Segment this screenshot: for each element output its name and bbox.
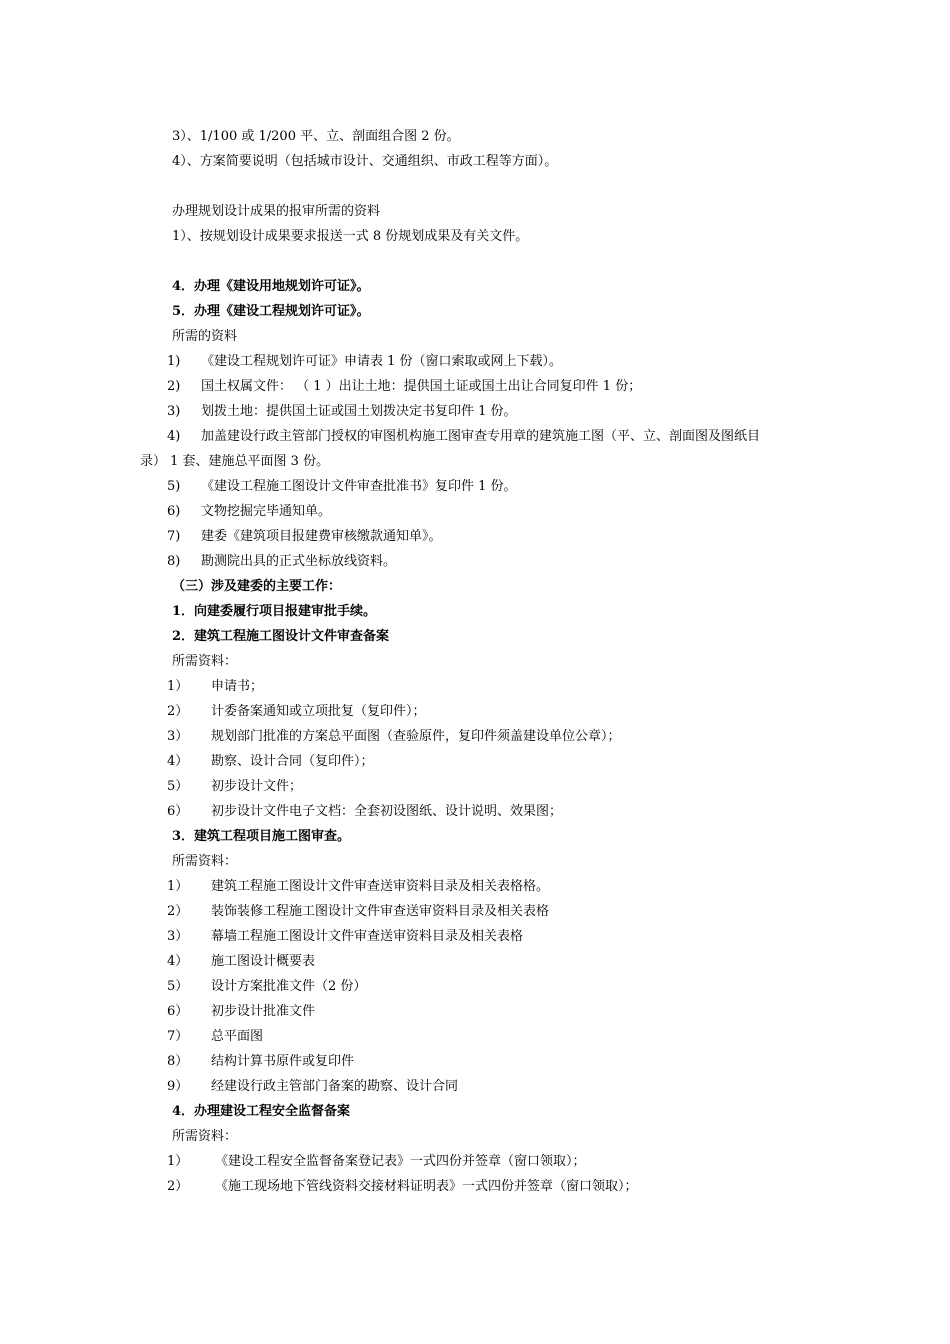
list-item-continuation: 录） 1 套、建施总平面图 3 份。 xyxy=(140,454,330,469)
list-item-number: 1) xyxy=(167,354,181,369)
paragraph-item-1: 1）、按规划设计成果要求报送一式 8 份规划成果及有关文件。 xyxy=(172,229,529,244)
list-item-number: 4) xyxy=(167,429,181,444)
list-item-number: 1） xyxy=(167,1154,189,1169)
list-item: 建委《建筑项目报建费审核缴款通知单》。 xyxy=(201,529,442,544)
list-item-number: 1） xyxy=(167,679,189,694)
list-item-number: 7） xyxy=(167,1029,189,1044)
paragraph-item-4: 4）、方案简要说明（包括城市设计、交通组织、市政工程等方面）。 xyxy=(172,154,558,169)
list-item: 国土权属文件： （ 1 ）出让土地：提供国土证或国土出让合同复印件 1 份； xyxy=(201,379,642,394)
list-item-number: 6） xyxy=(167,1004,189,1019)
list-item-number: 8） xyxy=(167,1054,189,1069)
list-item: 幕墙工程施工图设计文件审查送审资料目录及相关表格 xyxy=(211,929,524,944)
part3-heading: （三）涉及建委的主要工作： xyxy=(172,579,342,594)
list-item-number: 7) xyxy=(167,529,181,544)
list-item: 勘测院出具的正式坐标放线资料。 xyxy=(201,554,397,569)
list-item-number: 6） xyxy=(167,804,189,819)
list-item-number: 9） xyxy=(167,1079,189,1094)
materials-label: 所需资料： xyxy=(172,654,238,669)
list-item: 结构计算书原件或复印件 xyxy=(211,1054,355,1069)
section-heading-report-materials: 办理规划设计成果的报审所需的资料 xyxy=(172,204,381,219)
list-item-number: 2） xyxy=(167,904,189,919)
list-item-number: 5） xyxy=(167,779,189,794)
list-item: 施工图设计概要表 xyxy=(211,954,316,969)
list-item: 经建设行政主管部门备案的勘察、设计合同 xyxy=(211,1079,459,1094)
list-item-number: 3） xyxy=(167,729,189,744)
list-item-number: 2） xyxy=(167,1179,189,1194)
list-item: 《建设工程规划许可证》申请表 1 份（窗口索取或网上下载）。 xyxy=(201,354,563,369)
list-item: 初步设计文件； xyxy=(211,779,303,794)
materials-label: 所需的资料 xyxy=(172,329,238,344)
list-item: 文物挖掘完毕通知单。 xyxy=(201,504,332,519)
list-item-number: 5） xyxy=(167,979,189,994)
list-item-number: 4） xyxy=(167,954,189,969)
list-item: 装饰装修工程施工图设计文件审查送审资料目录及相关表格 xyxy=(211,904,550,919)
list-item-number: 3） xyxy=(167,929,189,944)
list-item: 建筑工程施工图设计文件审查送审资料目录及相关表格格。 xyxy=(211,879,550,894)
heading-safety-supervision-filing: 4．办理建设工程安全监督备案 xyxy=(172,1104,351,1119)
paragraph-item-3: 3）、1/100 或 1/200 平、立、剖面组合图 2 份。 xyxy=(172,129,460,144)
heading-land-use-permit: 4．办理《建设用地规划许可证》。 xyxy=(172,279,370,294)
list-item: 设计方案批准文件（2 份） xyxy=(211,979,367,994)
list-item: 《建设工程安全监督备案登记表》一式四份并签章（窗口领取）； xyxy=(215,1154,586,1169)
list-item-number: 8) xyxy=(167,554,181,569)
list-item: 总平面图 xyxy=(211,1029,264,1044)
list-item-number: 2) xyxy=(167,379,181,394)
list-item: 勘察、设计合同（复印件）； xyxy=(211,754,374,769)
list-item: 《施工现场地下管线资料交接材料证明表》一式四份并签章（窗口领取）； xyxy=(215,1179,638,1194)
heading-construction-permit: 5．办理《建设工程规划许可证》。 xyxy=(172,304,370,319)
list-item: 划拨土地：提供国土证或国土划拨决定书复印件 1 份。 xyxy=(201,404,517,419)
list-item-number: 1） xyxy=(167,879,189,894)
list-item: 计委备案通知或立项批复（复印件）； xyxy=(211,704,426,719)
materials-label: 所需资料： xyxy=(172,1129,238,1144)
list-item: 申请书； xyxy=(211,679,264,694)
list-item: 初步设计批准文件 xyxy=(211,1004,316,1019)
list-item-number: 4） xyxy=(167,754,189,769)
list-item-number: 5) xyxy=(167,479,181,494)
list-item: 《建设工程施工图设计文件审查批准书》复印件 1 份。 xyxy=(201,479,517,494)
heading-drawing-review-filing: 2．建筑工程施工图设计文件审查备案 xyxy=(172,629,390,644)
list-item-number: 6) xyxy=(167,504,181,519)
list-item-number: 2） xyxy=(167,704,189,719)
list-item: 规划部门批准的方案总平面图（查验原件，复印件须盖建设单位公章）； xyxy=(211,729,621,744)
list-item: 加盖建设行政主管部门授权的审图机构施工图审查专用章的建筑施工图（平、立、剖面图及图纸目 xyxy=(201,429,761,444)
list-item: 初步设计文件电子文档：全套初设图纸、设计说明、效果图； xyxy=(211,804,563,819)
heading-project-registration: 1．向建委履行项目报建审批手续。 xyxy=(172,604,377,619)
materials-label: 所需资料： xyxy=(172,854,238,869)
list-item-number: 3) xyxy=(167,404,181,419)
heading-drawing-review: 3．建筑工程项目施工图审查。 xyxy=(172,829,351,844)
